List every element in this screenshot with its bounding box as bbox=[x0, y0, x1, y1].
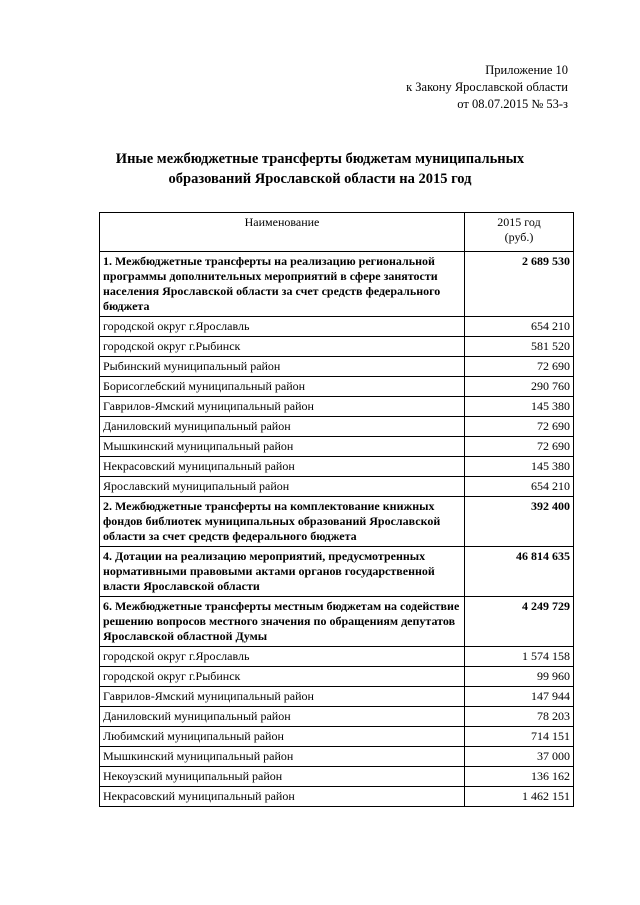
row-value: 145 380 bbox=[465, 397, 574, 417]
row-value: 290 760 bbox=[465, 377, 574, 397]
table-section-row bbox=[100, 547, 574, 597]
row-name: Мышкинский муниципальный район bbox=[100, 747, 465, 767]
row-value: 78 203 bbox=[465, 707, 574, 727]
row-value: 136 162 bbox=[465, 767, 574, 787]
row-value: 72 690 bbox=[465, 437, 574, 457]
row-name: Гаврилов-Ямский муниципальный район bbox=[100, 687, 465, 707]
row-name: городской округ г.Ярославль bbox=[100, 317, 465, 337]
row-name: Некоузский муниципальный район bbox=[100, 767, 465, 787]
row-value: 145 380 bbox=[465, 457, 574, 477]
row-name: городской округ г.Рыбинск bbox=[100, 667, 465, 687]
row-name: Любимский муниципальный район bbox=[100, 727, 465, 747]
title-line: образований Ярославской области на 2015 год bbox=[168, 171, 472, 187]
column-header-year bbox=[465, 213, 574, 252]
row-name: Борисоглебский муниципальный район bbox=[100, 377, 465, 397]
row-value: 4 249 729 bbox=[465, 597, 574, 647]
row-name: городской округ г.Рыбинск bbox=[100, 337, 465, 357]
row-value: 581 520 bbox=[465, 337, 574, 357]
row-name: городской округ г.Ярославль bbox=[100, 647, 465, 667]
table-row bbox=[100, 437, 574, 457]
transfers-table bbox=[99, 212, 574, 807]
appendix-line: Приложение 10 bbox=[485, 63, 568, 77]
table-body bbox=[100, 252, 574, 807]
row-value: 654 210 bbox=[465, 477, 574, 497]
row-name: Гаврилов-Ямский муниципальный район bbox=[100, 397, 465, 417]
table-row bbox=[100, 707, 574, 727]
row-value: 654 210 bbox=[465, 317, 574, 337]
table-row bbox=[100, 687, 574, 707]
row-value: 2 689 530 bbox=[465, 252, 574, 317]
table-row bbox=[100, 747, 574, 767]
table-section-row bbox=[100, 497, 574, 547]
table-row bbox=[100, 647, 574, 667]
row-value: 392 400 bbox=[465, 497, 574, 547]
table-row bbox=[100, 417, 574, 437]
appendix-line: к Закону Ярославской области bbox=[406, 80, 568, 94]
table-row bbox=[100, 727, 574, 747]
column-header-name: Наименование bbox=[100, 213, 465, 252]
row-name: 4. Дотации на реализацию мероприятий, предусмотренных нормативными правовыми актами органов государственной власти Ярославской области bbox=[100, 547, 465, 597]
row-value: 714 151 bbox=[465, 727, 574, 747]
column-header-year-label: 2015 год bbox=[497, 215, 541, 229]
document-title bbox=[80, 149, 560, 189]
row-value: 1 462 151 bbox=[465, 787, 574, 807]
table-row bbox=[100, 787, 574, 807]
table-section-row bbox=[100, 252, 574, 317]
row-name: Ярославский муниципальный район bbox=[100, 477, 465, 497]
row-value: 72 690 bbox=[465, 417, 574, 437]
row-name: 2. Межбюджетные трансферты на комплектование книжных фондов библиотек муниципальных образований Ярославской области за счет средств федерального бюджета bbox=[100, 497, 465, 547]
table-row bbox=[100, 357, 574, 377]
row-value: 46 814 635 bbox=[465, 547, 574, 597]
row-name: Мышкинский муниципальный район bbox=[100, 437, 465, 457]
title-line: Иные межбюджетные трансферты бюджетам муниципальных bbox=[115, 151, 525, 167]
row-name: Некрасовский муниципальный район bbox=[100, 457, 465, 477]
row-name: 1. Межбюджетные трансферты на реализацию региональной программы дополнительных мероприятий в сфере занятости населения Ярославской области за счет средств федерального бюджета bbox=[100, 252, 465, 317]
table-row bbox=[100, 767, 574, 787]
row-name: Даниловский муниципальный район bbox=[100, 707, 465, 727]
table-row bbox=[100, 667, 574, 687]
row-name: Рыбинский муниципальный район bbox=[100, 357, 465, 377]
table-header-row bbox=[100, 213, 574, 252]
row-value: 37 000 bbox=[465, 747, 574, 767]
row-name: Даниловский муниципальный район bbox=[100, 417, 465, 437]
table-row bbox=[100, 457, 574, 477]
row-name: 6. Межбюджетные трансферты местным бюджетам на содействие решению вопросов местного значения по обращениям депутатов Ярославской областной Думы bbox=[100, 597, 465, 647]
appendix-line: от 08.07.2015 № 53-з bbox=[457, 97, 568, 111]
table-row bbox=[100, 337, 574, 357]
column-header-unit: (руб.) bbox=[504, 230, 534, 244]
row-value: 147 944 bbox=[465, 687, 574, 707]
table-row bbox=[100, 377, 574, 397]
row-value: 1 574 158 bbox=[465, 647, 574, 667]
table-row bbox=[100, 477, 574, 497]
appendix-note bbox=[406, 62, 568, 113]
row-value: 99 960 bbox=[465, 667, 574, 687]
row-name: Некрасовский муниципальный район bbox=[100, 787, 465, 807]
table-row bbox=[100, 397, 574, 417]
table-section-row bbox=[100, 597, 574, 647]
table-row bbox=[100, 317, 574, 337]
row-value: 72 690 bbox=[465, 357, 574, 377]
